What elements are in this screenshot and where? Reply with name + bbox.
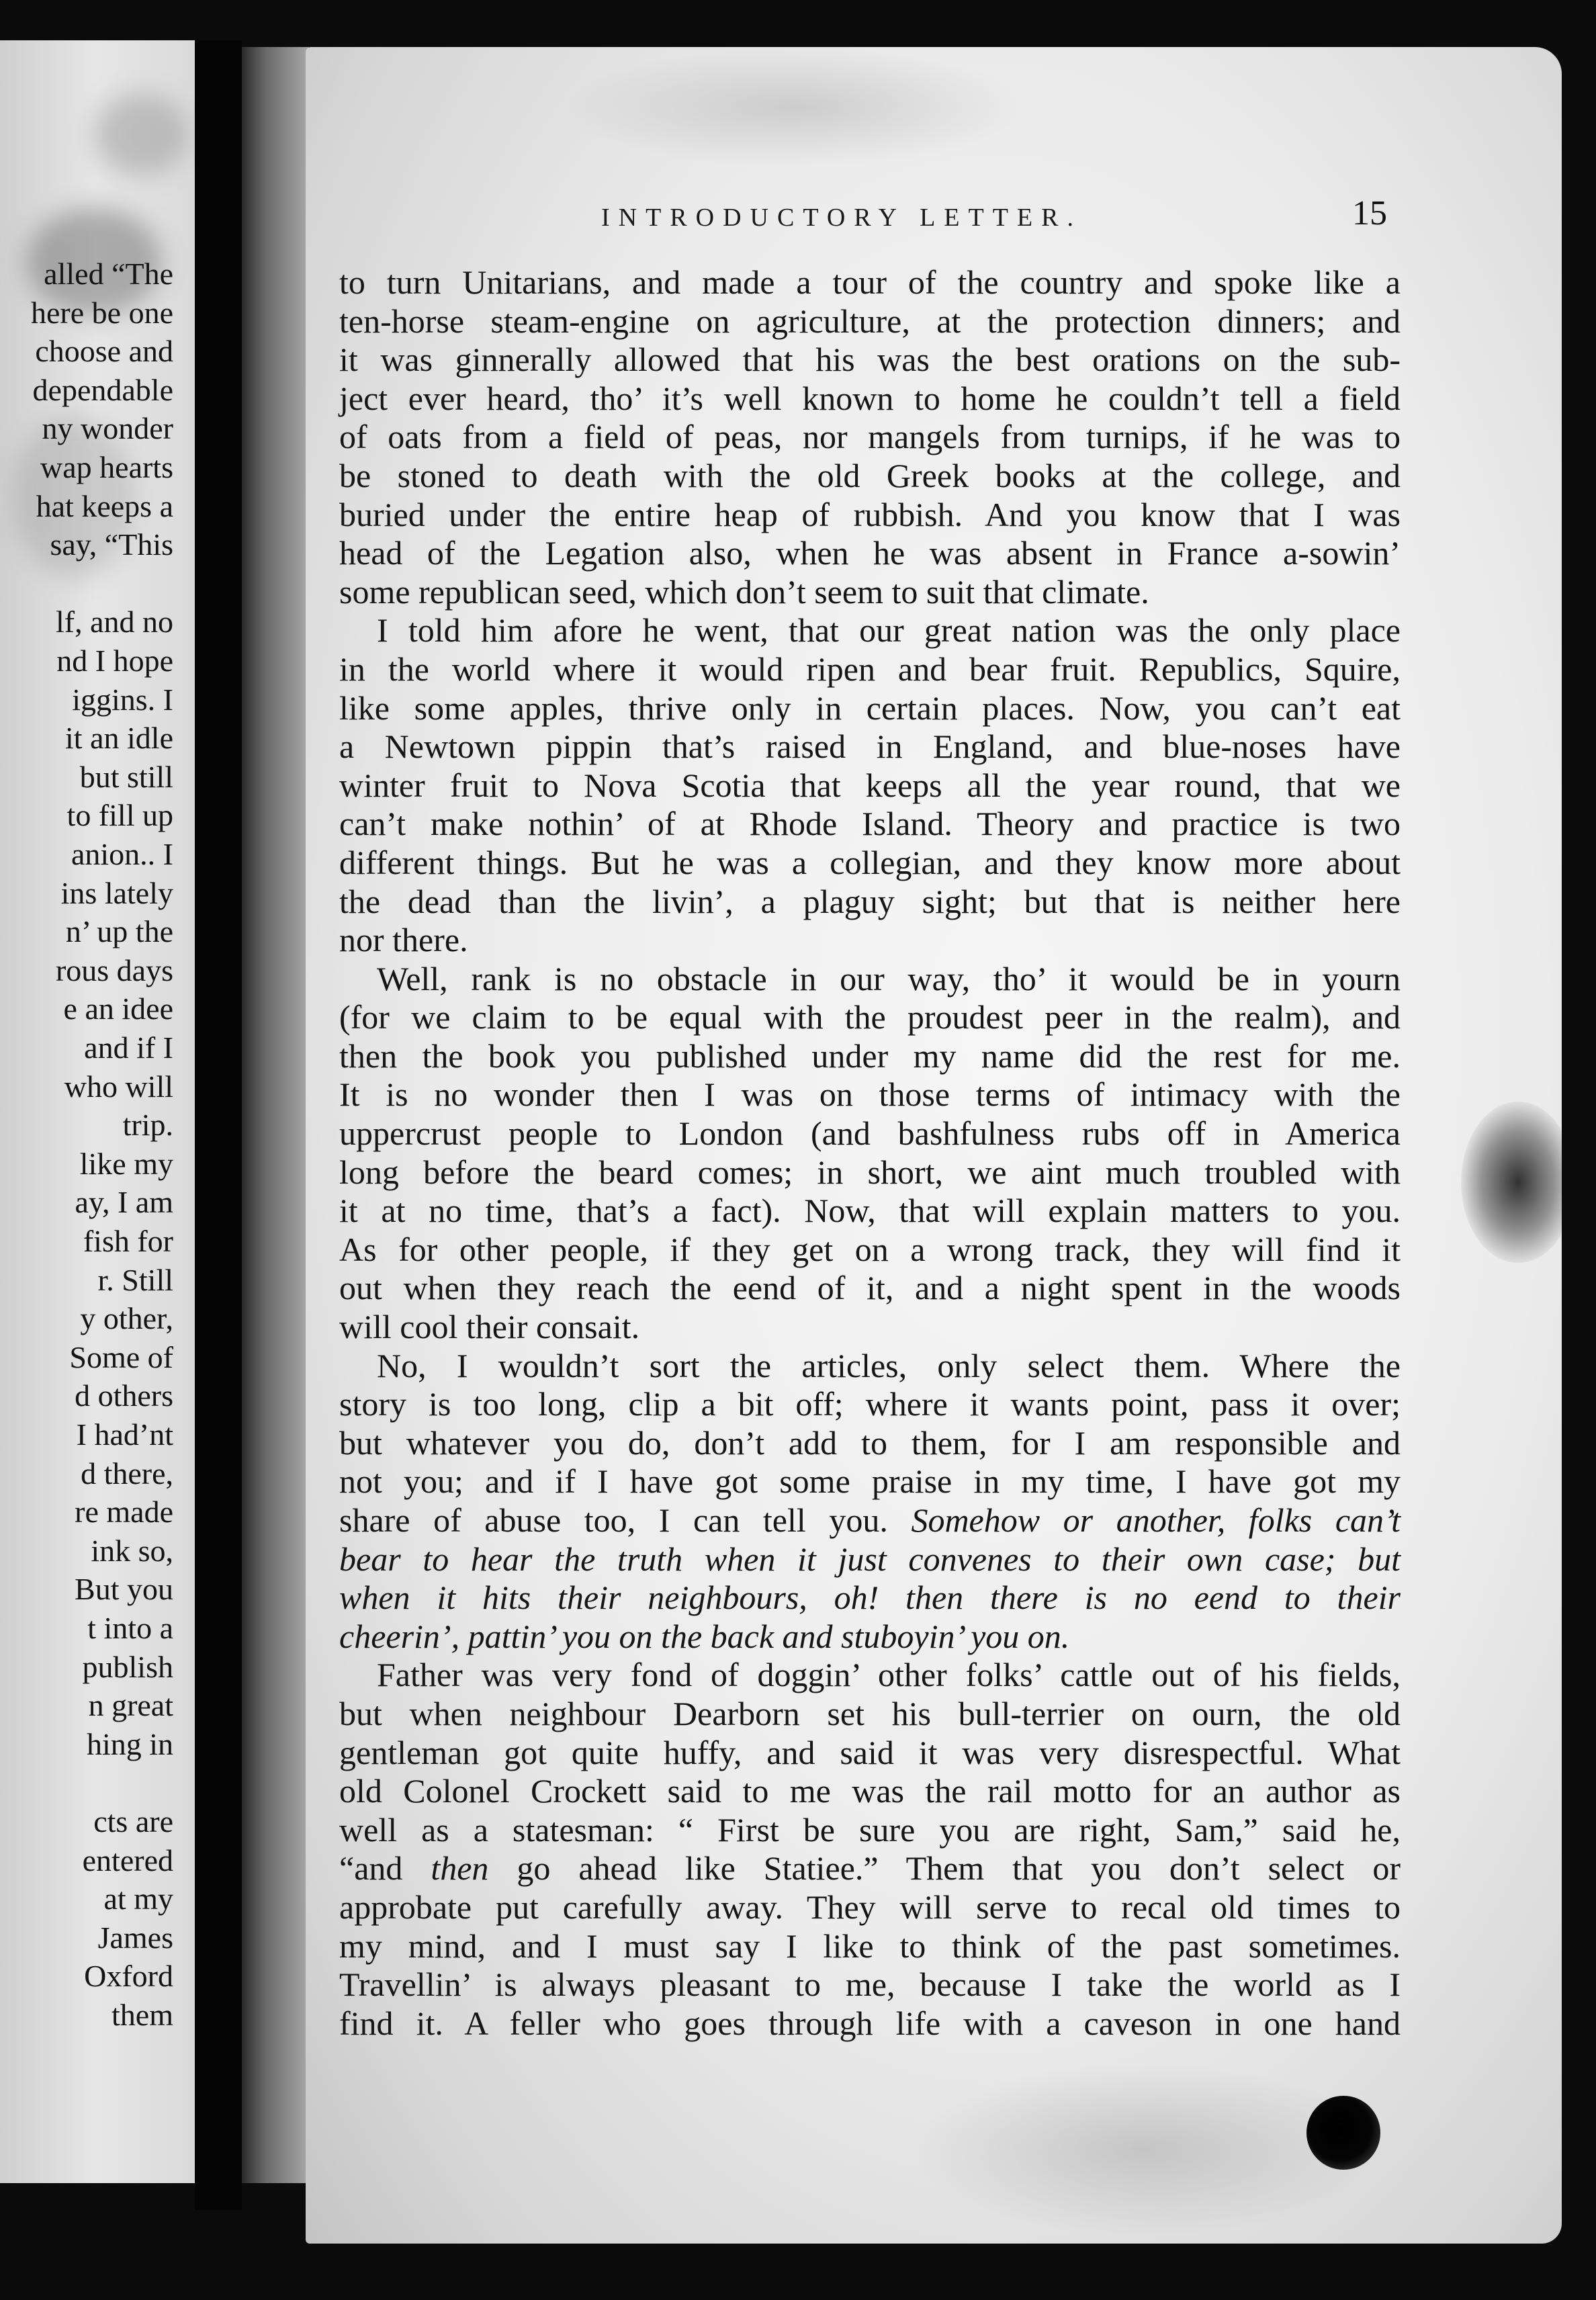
text-line	[339, 689, 1401, 728]
text-line	[339, 1114, 1401, 1153]
text-line-content: gentleman got quite huffy, and said it was very disrespectful. What	[339, 1733, 1401, 1771]
text-line	[339, 496, 1401, 535]
text-line-content: then the book you published under my name did the rest for me.	[339, 1036, 1401, 1075]
text-line-content: bear to hear the truth when it just convenes to their own case; but	[339, 1540, 1401, 1578]
text-line-content: Well, rank is no obstacle in our way, tho’ it would be in yourn	[377, 959, 1401, 998]
text-line	[339, 1656, 1401, 1695]
text-line-content: will cool their consait.	[339, 1308, 640, 1346]
italic-word: then	[431, 1849, 489, 1888]
text-line	[339, 1965, 1401, 2004]
text-line-content: ject ever heard, tho’ it’s well known to home he couldn’t tell a field	[339, 379, 1401, 417]
text-line	[339, 1927, 1401, 1966]
text-line-content: find it. A feller who goes through life with a caveson in one hand	[339, 2004, 1401, 2042]
left-page-line: e an idee	[63, 991, 173, 1026]
text-line	[339, 1849, 1401, 1888]
text-line	[339, 1772, 1401, 1811]
text-line	[339, 960, 1401, 999]
text-line	[339, 1037, 1401, 1076]
text-line-content: be stoned to death with the old Greek books at the college, and	[339, 456, 1401, 494]
left-page-line: like my	[79, 1146, 173, 1181]
text-line-content: old Colonel Crockett said to me was the rail motto for an author as	[339, 1772, 1401, 1810]
text-line-content: but whatever you do, don’t add to them, for I am responsible and	[339, 1423, 1401, 1462]
text-line	[339, 998, 1401, 1037]
left-page-line: nd I hope	[56, 644, 173, 678]
text-line-content: some republican seed, which don’t seem to suit that climate.	[339, 572, 1149, 611]
text-line-content: approbate put carefully away. They will serve to recal old times to	[339, 1888, 1401, 1926]
text-line	[339, 380, 1401, 418]
left-page-line: But you	[75, 1572, 173, 1607]
text-line-content: like some apples, thrive only in certain places. Now, you can’t eat	[339, 689, 1401, 727]
text-line-content: Travellin’ is always pleasant to me, because I take the world as I	[339, 1965, 1401, 2004]
left-page-line: cts are	[93, 1804, 173, 1839]
left-page-line: at my	[103, 1882, 173, 1916]
text-line	[339, 1734, 1401, 1773]
text-line	[339, 2004, 1401, 2043]
page-number: 15	[1352, 194, 1387, 232]
text-line-content: not you; and if I have got some praise in my time, I have got my	[339, 1462, 1401, 1501]
left-page-line: and if I	[84, 1030, 173, 1065]
text-line-content: ten-horse steam-engine on agriculture, at the protection dinners; and	[339, 302, 1401, 340]
text-line-content: out when they reach the eend of it, and a night spent in the woods	[339, 1269, 1401, 1307]
text-line	[339, 1618, 1401, 1656]
left-page-line: James	[97, 1920, 173, 1955]
ink-blot	[1306, 2096, 1380, 2170]
left-page-line: wap hearts	[40, 450, 173, 484]
text-line-content: I told him afore he went, that our great nation was the only place	[377, 611, 1401, 650]
text-line-content: my mind, and I must say I like to think of the past sometimes.	[339, 1927, 1401, 1965]
text-line	[339, 727, 1401, 766]
text-line-content: winter fruit to Nova Scotia that keeps all the year round, that we	[339, 766, 1401, 804]
text-line	[339, 1540, 1401, 1579]
text-line	[339, 650, 1401, 689]
text-line-content: nor there.	[339, 921, 468, 959]
running-head-title: INTRODUCTORY LETTER.	[601, 204, 1082, 232]
text-line-content: head of the Legation also, when he was absent in France a-sowin’	[339, 534, 1401, 572]
left-page-line: who will	[64, 1069, 173, 1104]
text-line-content: share of abuse too, I can tell you.	[339, 1501, 888, 1539]
text-line	[339, 1192, 1401, 1231]
left-page-line: hing in	[86, 1726, 173, 1761]
left-page-line: them	[112, 1998, 173, 2032]
text-line	[339, 1579, 1401, 1618]
left-page-line: ny wonder	[42, 411, 173, 446]
left-page-line: Some of	[69, 1339, 173, 1374]
text-line-content: It is no wonder then I was on those terms of intimacy with the	[339, 1075, 1401, 1114]
text-line	[339, 844, 1401, 883]
text-line-content: Father was very fond of doggin’ other folks’ cattle out of his fields,	[377, 1656, 1401, 1694]
left-page-line: it an idle	[65, 721, 173, 756]
left-page-line: re made	[75, 1495, 173, 1530]
text-line-content: to turn Unitarians, and made a tour of the country and spoke like a	[339, 263, 1401, 301]
text-line	[339, 534, 1401, 573]
left-page-line: ay, I am	[75, 1185, 173, 1220]
text-line	[339, 921, 1401, 960]
text-line-content: uppercrust people to London (and bashfulness rubs off in America	[339, 1114, 1401, 1153]
left-page-line: d others	[75, 1378, 173, 1413]
text-line-content: in the world where it would ripen and bear fruit. Republics, Squire,	[339, 650, 1401, 688]
left-page-line: d there,	[81, 1456, 173, 1491]
text-line	[339, 1269, 1401, 1308]
body-text	[339, 263, 1401, 2043]
text-line	[339, 1695, 1401, 1734]
left-page-line: here be one	[31, 295, 173, 330]
left-page-line: rous days	[55, 953, 173, 987]
text-line	[339, 573, 1401, 612]
running-head	[306, 194, 1562, 250]
left-page-line: t into a	[87, 1611, 173, 1645]
text-line-content: long before the beard comes; in short, we aint much troubled with	[339, 1153, 1401, 1191]
left-page-line: but still	[79, 759, 173, 794]
text-line	[339, 1347, 1401, 1386]
left-page-line: to fill up	[66, 798, 173, 833]
text-line-content: buried under the entire heap of rubbish. And you know that I was	[339, 495, 1401, 533]
left-page-line: hat keeps a	[36, 488, 173, 523]
text-line-content: it was ginnerally allowed that his was the best orations on the sub-	[339, 341, 1401, 379]
left-page-line: n great	[88, 1688, 173, 1723]
left-page-line: Oxford	[84, 1959, 173, 1994]
text-line	[339, 766, 1401, 805]
left-page-line: anion.. I	[71, 837, 173, 871]
text-line-content: cheerin’, pattin’ you on the back and stuboyin’ you on.	[339, 1617, 1070, 1655]
page-edge-shadow	[242, 47, 309, 2183]
text-line	[339, 1075, 1401, 1114]
text-line-content: the dead than the livin’, a plaguy sight; but that is neither here	[339, 882, 1401, 920]
left-page-line: dependable	[32, 372, 173, 407]
left-page-line: say, “This	[50, 527, 173, 562]
left-page-line: alled “The	[44, 257, 173, 291]
left-page-line: trip.	[122, 1108, 173, 1143]
text-line-content: well as a statesman: “ First be sure you are right, Sam,” said he,	[339, 1810, 1401, 1849]
text-line-content: a Newtown pippin that’s raised in England, and blue-noses have	[339, 727, 1401, 766]
text-line	[339, 418, 1401, 457]
left-page-line: n’ up the	[65, 914, 173, 949]
text-line-continuation: go ahead like Statiee.” Them that you don’t select or	[517, 1849, 1401, 1888]
text-line-content: of oats from a field of peas, nor mangels from turnips, if he was to	[339, 418, 1401, 456]
text-line	[339, 611, 1401, 650]
book-page	[306, 47, 1562, 2244]
text-line	[339, 302, 1401, 341]
text-line	[339, 1424, 1401, 1463]
italic-phrase: Somehow or another, folks can’t	[911, 1501, 1401, 1539]
text-line-content: “and	[339, 1849, 403, 1888]
text-line	[339, 1153, 1401, 1192]
text-line	[339, 1385, 1401, 1424]
book-gutter	[195, 40, 242, 2210]
text-line	[339, 805, 1401, 844]
text-line	[339, 883, 1401, 922]
text-line	[339, 1811, 1401, 1850]
left-page-line: ink so,	[91, 1533, 173, 1568]
left-page-line: I had’nt	[76, 1417, 173, 1452]
left-page-line: choose and	[35, 334, 173, 369]
left-page-line: r. Still	[97, 1262, 173, 1297]
text-line	[339, 341, 1401, 380]
text-line	[339, 457, 1401, 496]
left-page-line: fish for	[83, 1224, 173, 1258]
text-line	[339, 1888, 1401, 1927]
text-line	[339, 1462, 1401, 1501]
left-page-line: y other,	[80, 1301, 173, 1336]
left-page-line: ins lately	[60, 875, 173, 910]
left-page-line: lf, and no	[55, 605, 173, 639]
text-line-content: different things. But he was a collegian, and they know more about	[339, 843, 1401, 881]
text-line	[339, 263, 1401, 302]
text-line-content: story is too long, clip a bit off; where it wants point, pass it over;	[339, 1385, 1401, 1423]
text-line-content: can’t make nothin’ of at Rhode Island. Theory and practice is two	[339, 805, 1401, 843]
text-line	[339, 1231, 1401, 1270]
text-line-content: it at no time, that’s a fact). Now, that will explain matters to you.	[339, 1192, 1401, 1230]
left-page-line: iggins. I	[72, 682, 173, 717]
text-line-content: As for other people, if they get on a wrong track, they will find it	[339, 1230, 1401, 1268]
text-line-content: when it hits their neighbours, oh! then there is no eend to their	[339, 1579, 1401, 1617]
text-line-content: (for we claim to be equal with the proudest peer in the realm), and	[339, 998, 1401, 1036]
left-page-line: publish	[82, 1649, 173, 1684]
text-line	[339, 1308, 1401, 1347]
text-line	[339, 1501, 1401, 1540]
text-line-content: No, I wouldn’t sort the articles, only select them. Where the	[377, 1346, 1401, 1384]
left-page-line: entered	[82, 1843, 173, 1877]
text-line-content: but when neighbour Dearborn set his bull-terrier on ourn, the old	[339, 1694, 1401, 1732]
